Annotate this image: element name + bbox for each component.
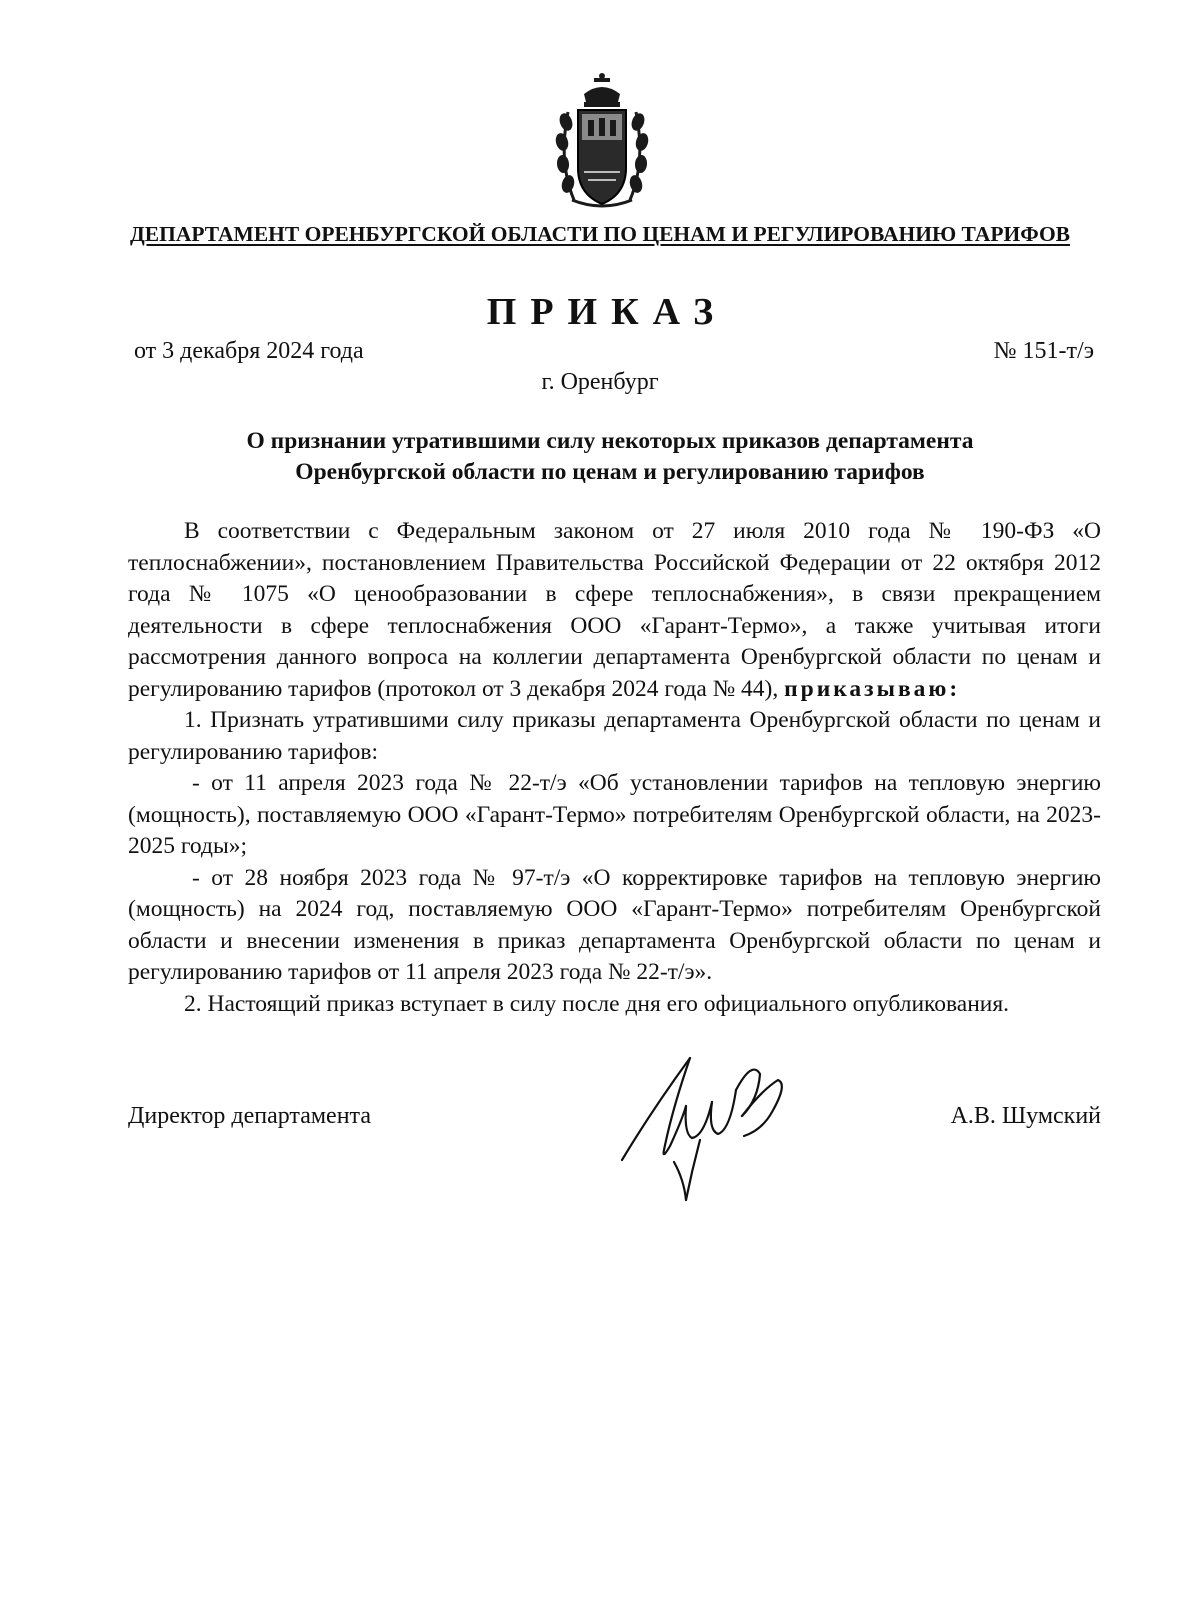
coat-of-arms-emblem [554,72,650,212]
order-number: № 151-т/э [993,338,1094,364]
preamble-text: В соответствии с Федеральным законом от 27 июля 2010 года № 190-ФЗ «О теплоснабжении», постановлением Правительства Российской Федерации от 22 октября 2012 года № 1075 «О ценообразовании в сфере теплоснабжения», в связи прекращением деятельности в сфере теплоснабжения ООО «Гарант-Термо», а также учитывая итоги рассмотрения данного вопроса на коллегии департамента Оренбургской области по ценам и регулированию тарифов (протокол от 3 декабря 2024 года № 44), [128,518,1101,702]
item-1-subitem-1: - от 11 апреля 2023 года № 22-т/э «Об установлении тарифов на тепловую энергию (мощность), поставляемую ООО «Гарант-Термо» потребителям Оренбургской области, на 2023-2025 годы»; [128,770,1101,859]
subject-line-2: Оренбургской области по ценам и регулированию тарифов [295,459,925,485]
item-1-subitem-2: - от 28 ноября 2023 года № 97-т/э «О корректировке тарифов на тепловую энергию (мощность) на 2024 год, поставляемую ООО «Гарант-Термо» потребителям Оренбургской области и внесении изменения в приказ департамента Оренбургской области по ценам и регулированию тарифов от 11 апреля 2023 года № 22-т/э». [128,864,1101,985]
order-body [128,516,1101,1020]
department-header: ДЕПАРТАМЕНТ ОРЕНБУРГСКОЙ ОБЛАСТИ ПО ЦЕНАМ И РЕГУЛИРОВАНИЮ ТАРИФОВ [129,222,1071,246]
order-city: г. Оренбург [541,369,659,395]
order-date: от 3 декабря 2024 года [134,338,364,364]
item-2-paragraph: 2. Настоящий приказ вступает в силу после дня его официального опубликования. [184,990,1010,1017]
item-1-paragraph: 1. Признать утратившими силу приказы департамента Оренбургской области по ценам и регулированию тарифов: [128,707,1101,765]
order-title: ПРИКАЗ [486,291,728,333]
order-subject [150,426,1070,488]
signatory-position: Директор департамента [128,1103,371,1129]
decree-word: приказываю: [784,675,961,702]
preamble-paragraph [128,516,1101,705]
handwritten-signature [612,1050,812,1210]
signatory-name: А.В. Шумский [950,1103,1101,1129]
subject-line-1: О признании утратившими силу некоторых приказов департамента [246,428,974,454]
